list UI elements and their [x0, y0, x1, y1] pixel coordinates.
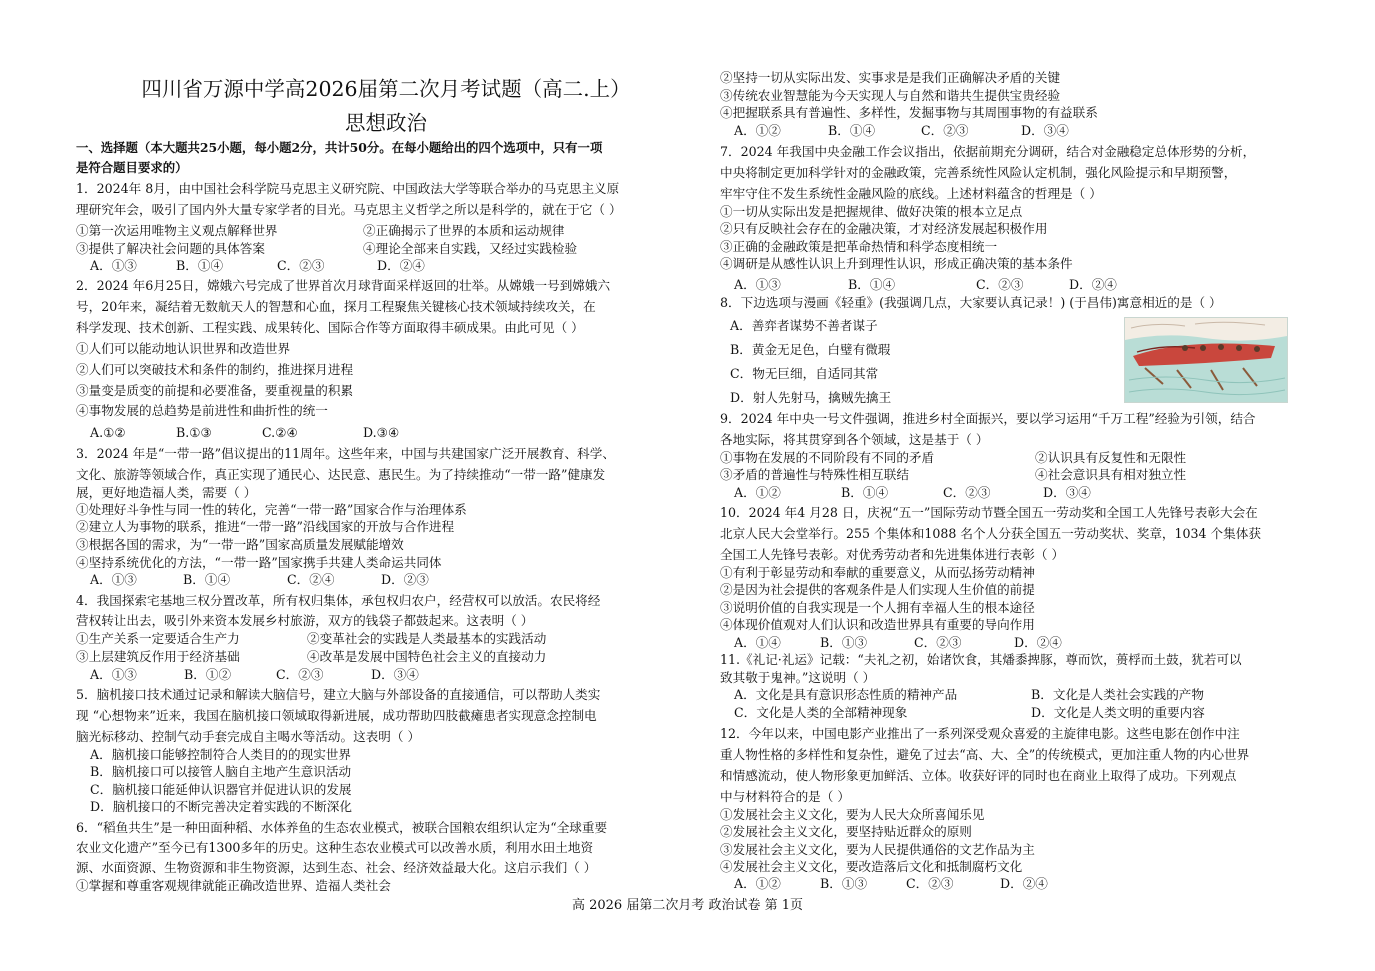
question-5-option-c[interactable]: C．脑机接口能延伸认识器官并促进认识的发展 — [90, 782, 352, 797]
question-10-option-a[interactable]: A．①④ — [734, 635, 781, 650]
question-7-option-d[interactable]: D．②④ — [1069, 277, 1117, 292]
question-2-option-c[interactable]: C.②④ — [262, 425, 298, 440]
question-8-option-b[interactable]: B．黄金无足色，白璧有微瑕 — [730, 342, 891, 357]
question-3-statement: ②建立人为事物的联系，推进“一带一路”沿线国家的开放与合作进程 — [76, 519, 455, 534]
question-6-statement: ③传统农业智慧能为今天实现人与自然和谐共生提供宝贵经验 — [720, 88, 1061, 103]
question-1-option-a[interactable]: A．①③ — [90, 258, 137, 273]
question-3-option-c[interactable]: C．②④ — [287, 572, 335, 587]
cartoon-image — [1124, 317, 1288, 403]
question-3-statement: ③根据各国的需求，为“一带一路”国家高质量发展赋能增效 — [76, 537, 404, 552]
question-9-stem: 9．2024 年中央一号文件强调，推进乡村全面振兴，要以学习运用“千万工程”经验为引领，结合 — [720, 411, 1256, 426]
question-5-stem: 5．脑机接口技术通过记录和解读大脑信号，建立大脑与外部设备的直接通信，可以帮助人类实 — [76, 687, 601, 702]
question-10-stem: 北京人民大会堂举行。255 个集体和1088 名个人分获全国五一劳动奖状、奖章，1034 个集体获 — [720, 526, 1261, 541]
question-9-statement: ④社会意识具有相对独立性 — [1035, 467, 1187, 482]
question-7-statement: ③正确的金融政策是把革命热情和科学态度相统一 — [720, 239, 998, 254]
question-12-option-b[interactable]: B．①③ — [820, 876, 868, 891]
question-1-statement: ①第一次运用唯物主义观点解释世界 — [76, 223, 278, 238]
question-4-stem: 营权转让出去，吸引外来资本发展乡村旅游，双方的钱袋子都鼓起来。这表明（ ） — [76, 613, 534, 628]
question-11-stem: 致其敬于鬼神。”这说明（ ） — [720, 670, 876, 685]
question-8-option-d[interactable]: D．射人先射马，擒贼先擒王 — [730, 390, 892, 405]
question-2-stem: 2．2024 年6月25日，嫦娥六号完成了世界首次月球背面采样返回的壮举。从嫦娥一号到嫦娥六 — [76, 278, 611, 293]
question-11-option-d[interactable]: D．文化是人类文明的重要内容 — [1031, 705, 1205, 720]
question-9-statement: ③矛盾的普遍性与特殊性相互联结 — [720, 467, 909, 482]
question-6-statement: ④把握联系具有普遍性、多样性，发掘事物与其周围事物的有益联系 — [720, 105, 1098, 120]
question-8-option-c[interactable]: C．物无巨细，自适同其常 — [730, 366, 879, 381]
question-2-statement: ②人们可以突破技术和条件的制约，推进探月进程 — [76, 362, 354, 377]
question-6-option-c[interactable]: C．②③ — [921, 123, 969, 138]
question-5-option-a[interactable]: A．脑机接口能够控制符合人类目的的现实世界 — [90, 747, 351, 762]
question-9-statement: ①事物在发展的不同阶段有不同的矛盾 — [720, 450, 935, 465]
question-11-option-b[interactable]: B．文化是人类社会实践的产物 — [1031, 687, 1204, 702]
question-12-statement: ④发展社会主义文化，要改造落后文化和抵制腐朽文化 — [720, 859, 1023, 874]
question-1-option-b[interactable]: B．①④ — [176, 258, 224, 273]
question-12-stem: 中与材料符合的是（ ） — [720, 789, 850, 804]
question-4-option-a[interactable]: A．①③ — [90, 667, 137, 682]
question-7-stem: 中央将制定更加科学针对的金融政策，完善系统性风险认定机制，强化风险提示和早期预警， — [720, 165, 1237, 180]
cartoon-drawing — [1125, 318, 1287, 402]
question-9-option-c[interactable]: C．②③ — [943, 485, 991, 500]
section-heading-cont: 是符合题目要求的） — [76, 160, 188, 175]
question-4-option-c[interactable]: C．②③ — [276, 667, 324, 682]
question-3-stem: 文化、旅游等领域合作，真正实现了通民心、达民意、惠民生。为了持续推动“一带一路”健康发 — [76, 467, 606, 482]
question-5-stem: 现 “心想物来”近来，我国在脑机接口领域取得新进展，成功帮助四肢截瘫患者实现意念控制电 — [76, 708, 597, 723]
question-11-option-a[interactable]: A．文化是具有意识形态性质的精神产品 — [734, 687, 958, 702]
question-7-option-c[interactable]: C．②③ — [976, 277, 1024, 292]
question-4-statement: ③上层建筑反作用于经济基础 — [76, 649, 240, 664]
question-4-statement: ④改革是发展中国特色社会主义的直接动力 — [307, 649, 547, 664]
question-1-option-d[interactable]: D．②④ — [377, 258, 425, 273]
question-6-stem: 6．“稻鱼共生”是一种田面种稻、水体养鱼的生态农业模式，被联合国粮农组织认定为“全球重要 — [76, 820, 608, 835]
question-12-statement: ①发展社会主义文化，要为人民大众所喜闻乐见 — [720, 807, 985, 822]
question-12-stem: 和情感流动，使人物形象更加鲜活、立体。收获好评的同时也在商业上取得了成功。下列观点 — [720, 768, 1237, 783]
question-9-stem: 各地实际，将其贯穿到各个领域，这是基于（ ） — [720, 432, 989, 447]
question-6-stem: 源、水面资源、生物资源和非生物资源，达到生态、社会、经济效益最大化。这启示我们（ ） — [76, 860, 597, 875]
question-10-option-b[interactable]: B．①③ — [820, 635, 868, 650]
question-4-option-d[interactable]: D．③④ — [371, 667, 419, 682]
question-6-option-a[interactable]: A．①② — [734, 123, 781, 138]
question-12-option-d[interactable]: D．②④ — [1000, 876, 1048, 891]
question-3-option-d[interactable]: D．②③ — [381, 572, 429, 587]
question-12-stem: 重人物性格的多样性和复杂性，避免了过去“高、大、全”的传统模式，更加注重人物的内心世界 — [720, 747, 1250, 762]
question-10-statement: ④体现价值观对人们认识和改造世界具有重要的导向作用 — [720, 617, 1035, 632]
question-5-option-d[interactable]: D．脑机接口的不断完善决定着实践的不断深化 — [90, 799, 352, 814]
question-2-option-d[interactable]: D.③④ — [363, 425, 400, 440]
exam-title: 四川省万源中学高2026届第二次月考试题（高二.上） — [141, 77, 631, 101]
question-4-statement: ①生产关系一定要适合生产力 — [76, 631, 240, 646]
question-6-statement: ②坚持一切从实际出发、实事求是是我们正确解决矛盾的关键 — [720, 70, 1061, 85]
question-6-statement: ①掌握和尊重客观规律就能正确改造世界、造福人类社会 — [76, 878, 391, 893]
question-10-stem: 全国工人先锋号表彰。对优秀劳动者和先进集体进行表彰（ ） — [720, 547, 1065, 562]
question-6-option-d[interactable]: D．③④ — [1021, 123, 1069, 138]
question-4-option-b[interactable]: B．①② — [184, 667, 232, 682]
question-8-stem: 8．下边选项与漫画《轻重》(我强调几点，大家要认真记录！) (于昌伟)寓意相近的是（ ） — [720, 295, 1222, 310]
question-7-statement: ②只有反映社会存在的金融决策，才对经济发展起积极作用 — [720, 221, 1048, 236]
question-2-option-b[interactable]: B.①③ — [176, 425, 212, 440]
question-2-option-a[interactable]: A.①② — [90, 425, 126, 440]
question-4-stem: 4．我国探索宅基地三权分置改革，所有权归集体，承包权归农户，经营权可以放活。农民将经 — [76, 593, 601, 608]
question-3-stem: 3．2024 年是“一带一路”倡议提出的11周年。这些年来，中国与共建国家广泛开展教育、科学、 — [76, 446, 615, 461]
question-11-option-c[interactable]: C．文化是人类的全部精神现象 — [734, 705, 908, 720]
question-12-statement: ③发展社会主义文化，要为人民提供通俗的文艺作品为主 — [720, 842, 1035, 857]
question-10-statement: ③说明价值的自我实现是一个人拥有幸福人生的根本途径 — [720, 600, 1035, 615]
question-12-statement: ②发展社会主义文化，要坚持贴近群众的原则 — [720, 824, 972, 839]
question-12-option-a[interactable]: A．①② — [734, 876, 781, 891]
question-6-option-b[interactable]: B．①④ — [828, 123, 876, 138]
question-1-stem: 1．2024年 8月，由中国社会科学院马克思主义研究院、中国政法大学等联合举办的马克思主义原 — [76, 181, 620, 196]
question-3-statement: ④坚持系统优化的方法，“一带一路”国家携手共建人类命运共同体 — [76, 555, 442, 570]
question-1-stem: 理研究年会，吸引了国内外大量专家学者的目光。马克思主义哲学之所以是科学的，就在于它（ ） — [76, 202, 622, 217]
question-1-statement: ③提供了解决社会问题的具体答案 — [76, 241, 265, 256]
question-7-stem: 7．2024 年我国中央金融工作会议指出，依据前期充分调研，结合对金融稳定总体形势的分析， — [720, 144, 1256, 159]
question-2-stem: 号，20年来，凝结着无数航天人的智慧和心血，探月工程聚焦关键核心技术领域持续攻关，在 — [76, 299, 596, 314]
page-footer: 高 2026 届第二次月考 政治试卷 第 1页 — [571, 898, 804, 913]
question-7-option-b[interactable]: B．①④ — [848, 277, 896, 292]
question-7-option-a[interactable]: A．①③ — [734, 277, 781, 292]
question-8-option-a[interactable]: A．善弈者谋势不善者谋子 — [730, 318, 878, 333]
question-1-statement: ②正确揭示了世界的本质和运动规律 — [363, 223, 565, 238]
question-10-option-c[interactable]: C．②③ — [914, 635, 962, 650]
question-5-stem: 脑光标移动、控制气动手套完成自主喝水等活动。这表明（ ） — [76, 729, 421, 744]
question-7-stem: 牢牢守住不发生系统性金融风险的底线。上述材料蕴含的哲理是（ ） — [720, 186, 1102, 201]
question-12-stem: 12．今年以来，中国电影产业推出了一系列深受观众喜爱的主旋律电影。这些电影在创作中注 — [720, 726, 1240, 741]
section-heading: 一、选择题（本大题共25小题，每小题2分，共计50分。在每小题给出的四个选项中，只有一项 — [76, 140, 603, 155]
question-7-statement: ①一切从实际出发是把握规律、做好决策的根本立足点 — [720, 204, 1023, 219]
question-6-stem: 农业文化遗产”至今已有1300多年的历史。这种生态农业模式可以改善水质，利用水田土地资 — [76, 840, 594, 855]
question-3-option-a[interactable]: A．①③ — [90, 572, 137, 587]
question-9-statement: ②认识具有反复性和无限性 — [1035, 450, 1187, 465]
question-2-statement: ③量变是质变的前提和必要准备，要重视量的积累 — [76, 383, 354, 398]
question-3-option-b[interactable]: B．①④ — [183, 572, 231, 587]
question-10-statement: ①有利于彰显劳动和奉献的重要意义，从而弘扬劳动精神 — [720, 565, 1035, 580]
subject-title: 思想政治 — [345, 111, 427, 135]
question-10-statement: ②是因为社会提供的客观条件是人们实现人生价值的前提 — [720, 582, 1035, 597]
question-1-statement: ④理论全部来自实践，又经过实践检验 — [363, 241, 578, 256]
question-10-option-d[interactable]: D．②④ — [1014, 635, 1062, 650]
question-9-option-d[interactable]: D．③④ — [1043, 485, 1091, 500]
question-2-stem: 科学发现、技术创新、工程实践、成果转化、国际合作等方面取得丰硕成果。由此可见（ ） — [76, 320, 584, 335]
question-3-stem: 展，更好地造福人类，需要（ ） — [76, 485, 257, 500]
question-3-statement: ①处理好斗争性与同一性的转化，完善“一带一路”国家合作与治理体系 — [76, 502, 467, 517]
question-1-option-c[interactable]: C．②③ — [277, 258, 325, 273]
question-9-option-b[interactable]: B．①④ — [841, 485, 889, 500]
question-2-statement: ④事物发展的总趋势是前进性和曲折性的统一 — [76, 403, 328, 418]
question-4-statement: ②变革社会的实践是人类最基本的实践活动 — [307, 631, 547, 646]
question-10-stem: 10．2024 年4 月28 日，庆祝“五一”国际劳动节暨全国五一劳动奖和全国工人先锋号表彰大会在 — [720, 505, 1258, 520]
question-7-statement: ④调研是从感性认识上升到理性认识，形成正确决策的基本条件 — [720, 256, 1073, 271]
question-11-stem: 11.《礼记·礼运》记载：“夫礼之初，始诸饮食，其燔黍捭豚，尊而饮，蒉桴而土鼓，犹若可以 — [720, 652, 1242, 667]
question-5-option-b[interactable]: B．脑机接口可以接管人脑自主地产生意识活动 — [90, 764, 352, 779]
question-9-option-a[interactable]: A．①② — [734, 485, 781, 500]
question-12-option-c[interactable]: C．②③ — [906, 876, 954, 891]
question-2-statement: ①人们可以能动地认识世界和改造世界 — [76, 341, 291, 356]
